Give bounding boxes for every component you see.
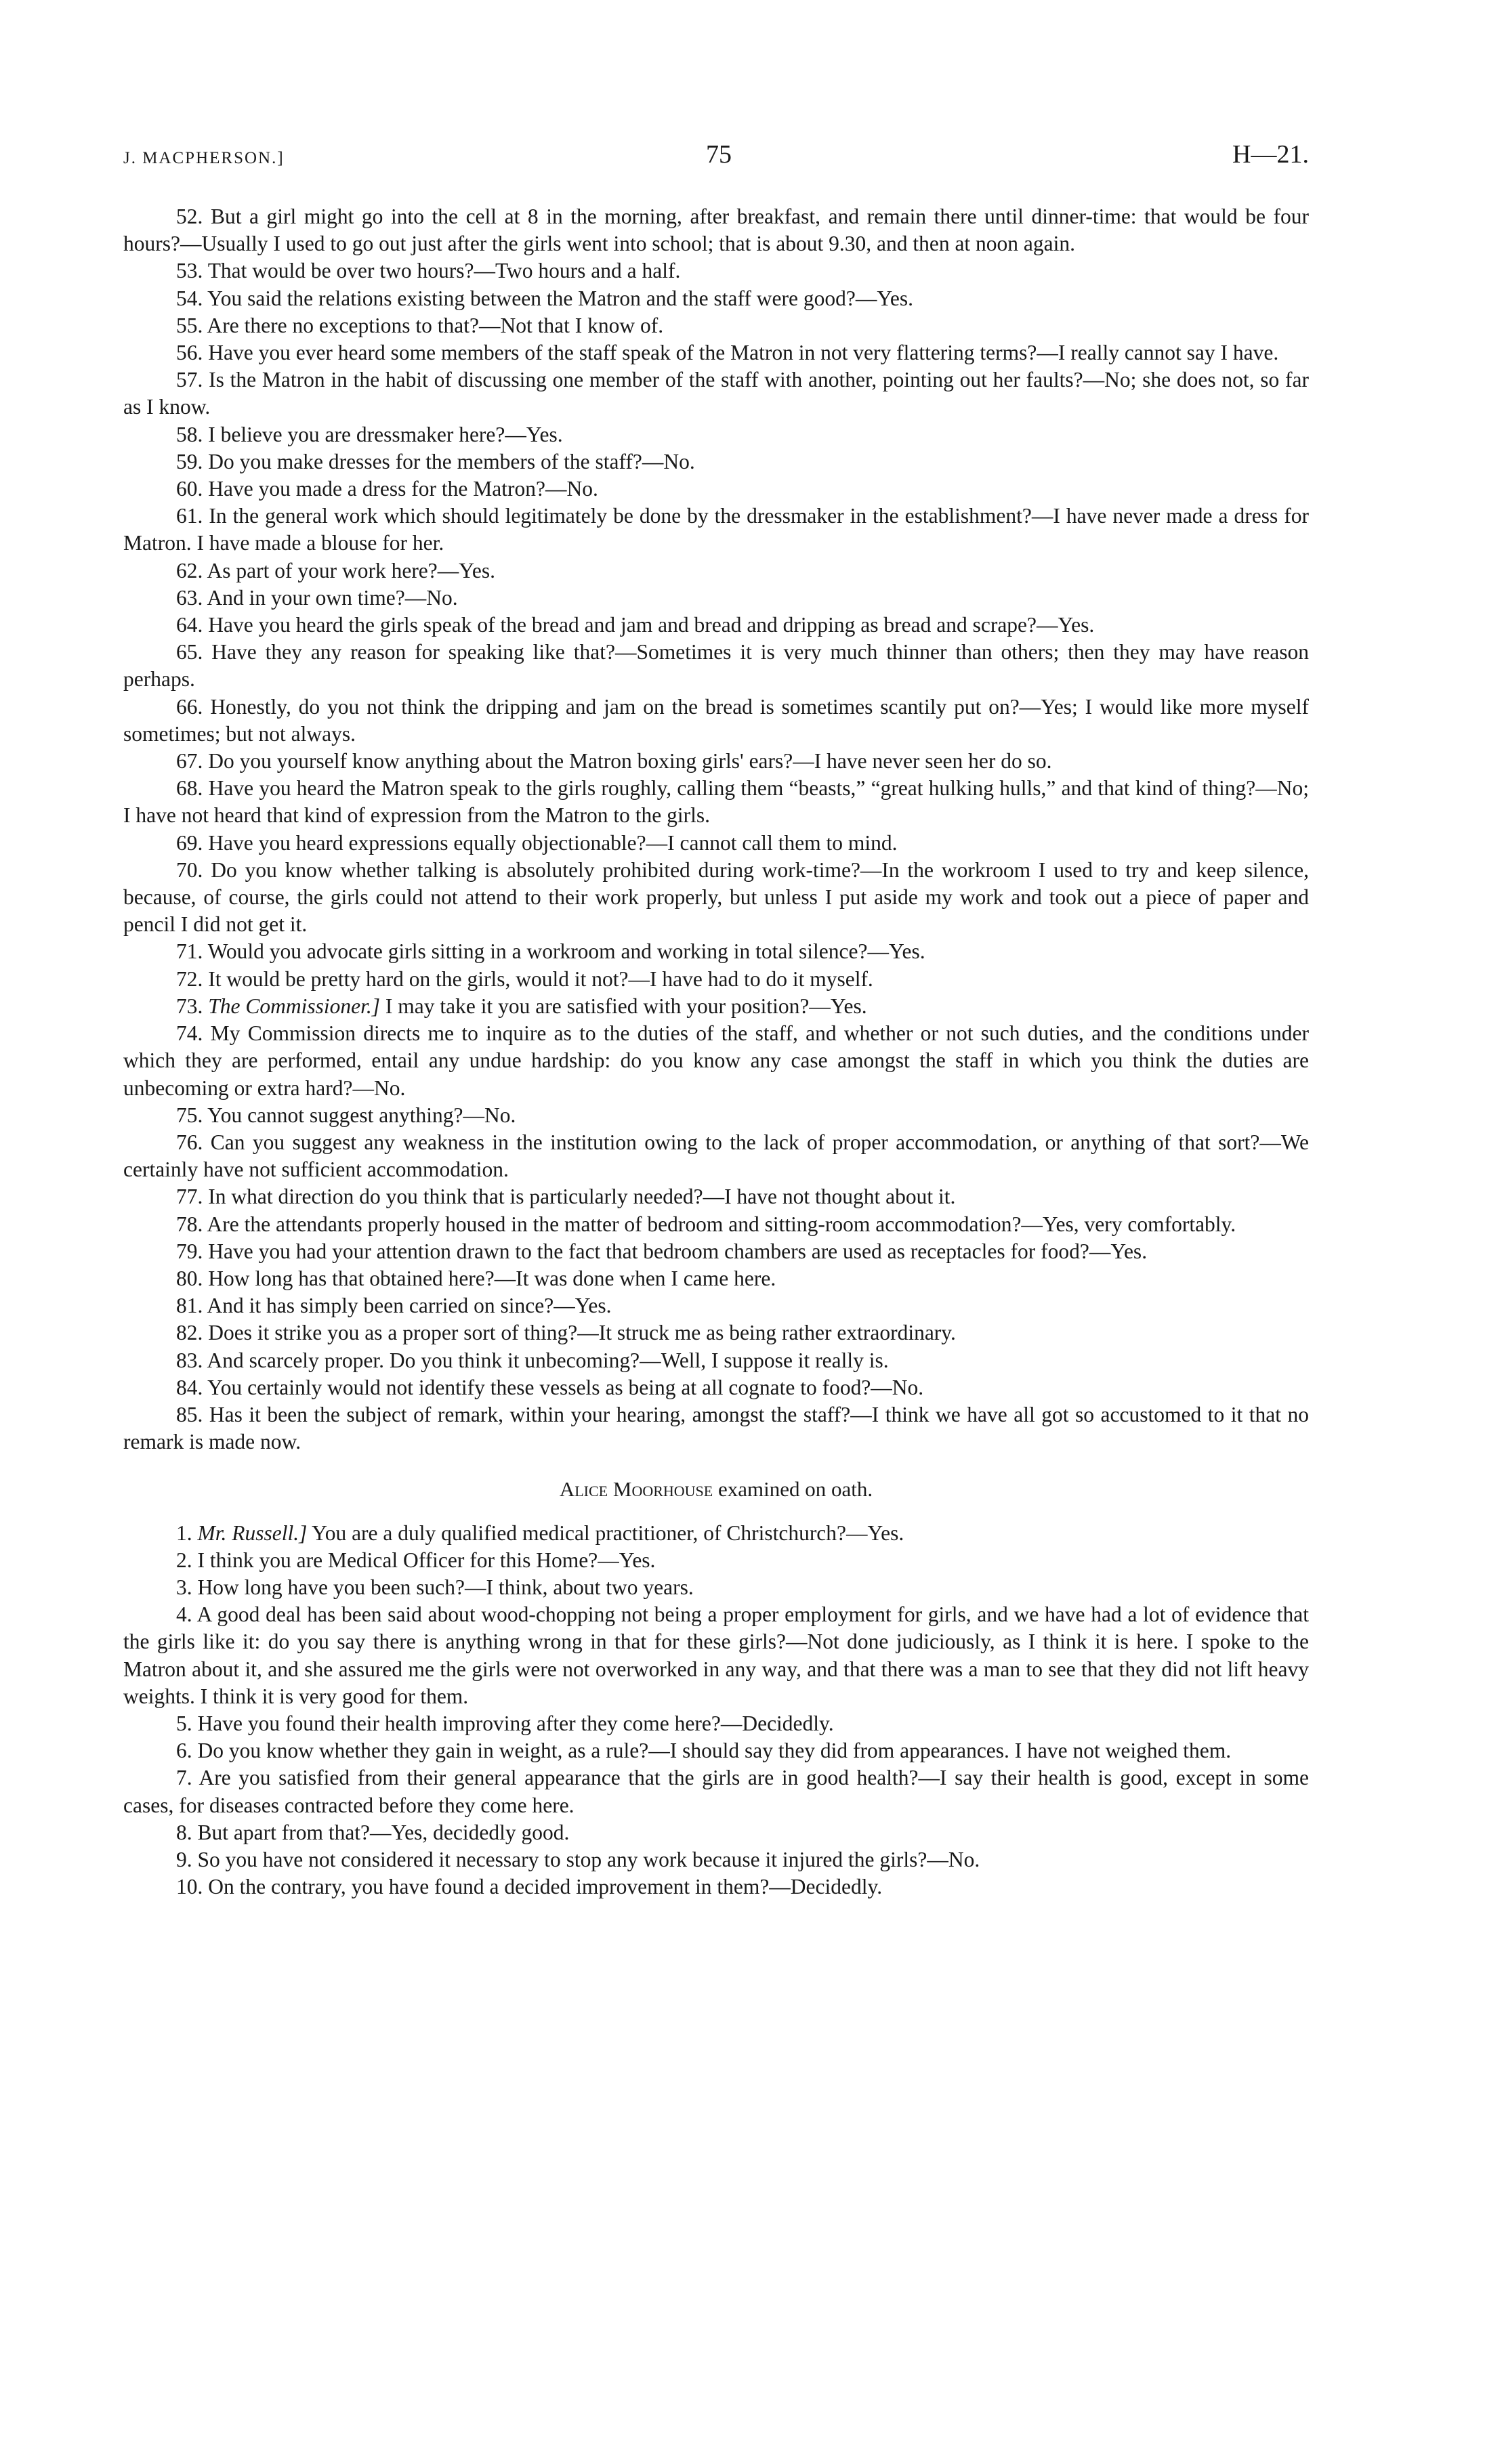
question-number: 80. [176, 1266, 203, 1290]
question-paragraph [123, 1601, 1309, 1710]
question-number: 9. [176, 1847, 192, 1871]
question-number: 77. [176, 1185, 203, 1209]
question-number: 74. [176, 1021, 203, 1046]
witness-name: J. MACPHERSON.] [123, 149, 285, 167]
question-number: 2. [176, 1548, 192, 1572]
question-number: 83. [176, 1348, 203, 1372]
question-paragraph [123, 421, 1309, 448]
question-text: And scarcely proper. Do you think it unbecoming?—Well, I suppose it really is. [207, 1348, 889, 1372]
question-paragraph [123, 339, 1309, 366]
page-header [123, 135, 1309, 176]
question-paragraph [123, 1183, 1309, 1210]
question-number: 85. [176, 1402, 203, 1426]
question-number: 5. [176, 1711, 192, 1735]
question-paragraph [123, 285, 1309, 312]
question-paragraph [123, 1737, 1309, 1764]
question-number: 82. [176, 1321, 203, 1345]
question-paragraph [123, 1374, 1309, 1401]
question-text: And in your own time?—No. [207, 585, 458, 610]
question-paragraph [123, 993, 1309, 1020]
question-number: 73. [176, 994, 203, 1018]
question-paragraph [123, 830, 1309, 857]
question-paragraph [123, 1265, 1309, 1292]
question-text: You certainly would not identify these vessels as being at all cognate to food?—No. [207, 1375, 924, 1399]
question-number: 60. [176, 477, 203, 501]
question-number: 70. [176, 857, 203, 882]
testimony-body [123, 203, 1309, 1900]
question-paragraph [123, 1401, 1309, 1456]
question-paragraph [123, 748, 1309, 775]
question-number: 53. [176, 259, 203, 283]
question-text: Has it been the subject of remark, within your hearing, amongst the staff?—I think we have all got so accustomed to it that no remark is made now. [123, 1402, 1309, 1454]
question-number: 71. [176, 939, 203, 964]
question-paragraph [123, 1211, 1309, 1238]
question-number: 67. [176, 749, 203, 773]
question-text: Honestly, do you not think the dripping and jam on the bread is sometimes scantily put on?—Yes; I would like more myself sometimes; but not always. [123, 694, 1310, 746]
question-number: 64. [176, 613, 203, 637]
question-text: And it has simply been carried on since?—Yes. [207, 1294, 612, 1318]
question-text: How long has that obtained here?—It was done when I came here. [208, 1266, 776, 1290]
question-paragraph [123, 938, 1309, 965]
question-number: 84. [176, 1375, 203, 1399]
question-number: 59. [176, 449, 203, 473]
question-number: 3. [176, 1575, 192, 1599]
question-paragraph [123, 775, 1309, 829]
question-text: Are the attendants properly housed in the matter of bedroom and sitting-room accommodation?—Yes, very comfortably. [207, 1212, 1236, 1236]
question-text: Does it strike you as a proper sort of thing?—It struck me as being rather extraordinary. [208, 1321, 956, 1345]
question-text: I believe you are dressmaker here?—Yes. [208, 422, 563, 446]
document-code: H—21. [1232, 140, 1309, 169]
question-paragraph [123, 312, 1309, 339]
question-paragraph [123, 475, 1309, 503]
question-text: Do you know whether talking is absolutely prohibited during work-time?—In the workroom I used to try and keep silence, because, of course, the girls could not attend to their work properly, but unless I put aside my work and took out a piece of paper and pencil I did not get it. [123, 857, 1309, 937]
speaker-label: The Commissioner.] [208, 994, 381, 1018]
question-paragraph [123, 503, 1309, 557]
question-paragraph [123, 366, 1309, 421]
question-text: Have you ever heard some members of the staff speak of the Matron in not very flattering terms?—I really cannot say I have. [208, 341, 1279, 365]
question-number: 61. [176, 504, 203, 528]
question-paragraph [123, 1710, 1309, 1737]
document-page [123, 135, 1309, 1900]
question-number: 76. [176, 1130, 203, 1154]
question-paragraph [123, 1873, 1309, 1900]
macpherson-testimony [123, 203, 1309, 1456]
question-paragraph [123, 448, 1309, 475]
question-number: 6. [176, 1739, 192, 1763]
question-paragraph [123, 1238, 1309, 1265]
question-text: You are a duly qualified medical practitioner, of Christchurch?—Yes. [312, 1521, 904, 1545]
question-paragraph [123, 639, 1309, 693]
question-paragraph [123, 203, 1309, 257]
question-text: You cannot suggest anything?—No. [207, 1103, 516, 1127]
question-number: 56. [176, 341, 203, 365]
question-number: 54. [176, 286, 203, 310]
question-paragraph [123, 585, 1309, 612]
question-text: It would be pretty hard on the girls, would it not?—I have had to do it myself. [208, 967, 873, 991]
witness-heading-text: examined on oath. [713, 1477, 873, 1502]
question-number: 63. [176, 585, 203, 610]
question-text: Do you make dresses for the members of the staff?—No. [208, 449, 695, 473]
question-text: But a girl might go into the cell at 8 in the morning, after breakfast, and remain there until dinner-time: that would be four hours?—Usually I used to go out just after the girls went into school; that is about 9.30, and then at noon again. [123, 205, 1309, 256]
question-text: Do you know whether they gain in weight, as a rule?—I should say they did from appearances. I have not weighed them. [197, 1739, 1232, 1763]
question-paragraph [123, 1020, 1309, 1102]
question-paragraph [123, 1129, 1309, 1183]
question-number: 75. [176, 1103, 203, 1127]
question-paragraph [123, 966, 1309, 993]
speaker-label: Mr. Russell.] [197, 1521, 308, 1545]
question-number: 8. [176, 1820, 192, 1844]
question-text: Have you made a dress for the Matron?—No. [208, 477, 598, 501]
question-paragraph [123, 557, 1309, 585]
question-text: Are you satisfied from their general appearance that the girls are in good health?—I say their health is good, except in some cases, for diseases contracted before they come here. [123, 1766, 1309, 1817]
question-number: 10. [176, 1875, 203, 1899]
question-number: 55. [176, 313, 203, 337]
question-number: 78. [176, 1212, 203, 1236]
witness-heading [123, 1476, 1309, 1503]
question-text: Can you suggest any weakness in the institution owing to the lack of proper accommodation, or anything of that sort?—We certainly have not sufficient accommodation. [123, 1130, 1310, 1182]
question-text: I may take it you are satisfied with your position?—Yes. [385, 994, 867, 1018]
question-text: Have you found their health improving after they come here?—Decidedly. [197, 1711, 834, 1735]
question-number: 79. [176, 1239, 203, 1263]
question-text: Do you yourself know anything about the Matron boxing girls' ears?—I have never seen her do so. [208, 749, 1052, 773]
question-paragraph [123, 1846, 1309, 1873]
question-number: 81. [176, 1294, 203, 1318]
question-text: On the contrary, you have found a decided improvement in them?—Decidedly. [208, 1875, 883, 1899]
question-text: Have they any reason for speaking like that?—Sometimes it is very much thinner than others; then they may have reason perhaps. [123, 640, 1309, 692]
question-text: Have you had your attention drawn to the fact that bedroom chambers are used as receptacles for food?—Yes. [208, 1239, 1148, 1263]
page-number: 75 [706, 140, 732, 169]
question-paragraph [123, 1764, 1309, 1819]
question-text: Are there no exceptions to that?—Not that I know of. [207, 313, 664, 337]
question-text: Have you heard the girls speak of the bread and jam and bread and dripping as bread and scrape?—Yes. [208, 613, 1095, 637]
question-text: But apart from that?—Yes, decidedly good. [197, 1820, 570, 1844]
question-paragraph [123, 1319, 1309, 1346]
question-paragraph [123, 1819, 1309, 1846]
question-paragraph [123, 857, 1309, 939]
question-paragraph [123, 1520, 1309, 1547]
question-number: 72. [176, 967, 203, 991]
question-number: 68. [176, 776, 203, 801]
question-number: 65. [176, 640, 203, 664]
moorhouse-testimony [123, 1520, 1309, 1901]
question-number: 4. [176, 1602, 192, 1627]
question-text: Have you heard expressions equally objectionable?—I cannot call them to mind. [208, 830, 898, 855]
question-text: How long have you been such?—I think, about two years. [197, 1575, 694, 1599]
question-text: So you have not considered it necessary to stop any work because it injured the girls?—No. [197, 1847, 980, 1871]
question-paragraph [123, 1292, 1309, 1319]
question-number: 66. [176, 694, 203, 719]
question-text: You said the relations existing between the Matron and the staff were good?—Yes. [207, 286, 914, 310]
question-number: 62. [176, 558, 203, 582]
question-number: 52. [176, 205, 203, 228]
question-paragraph [123, 1574, 1309, 1601]
question-number: 57. [176, 368, 203, 392]
question-paragraph [123, 694, 1309, 748]
question-paragraph [123, 1547, 1309, 1574]
question-text: A good deal has been said about wood-chopping not being a proper employment for girls, and we have had a lot of evidence that the girls like it: do you say there is anything wrong in that for these girls?—Not done judiciously, as I think it is here. I spoke to the Matron about it, and she assured me the girls were not overworked in any way, and that there was a man to see that they did not lift heavy weights. I think it is very good for them. [123, 1602, 1309, 1708]
question-number: 58. [176, 422, 203, 446]
question-paragraph [123, 1102, 1309, 1129]
question-text: Have you heard the Matron speak to the girls roughly, calling them “beasts,” “great hulking hulls,” and that kind of thing?—No; I have not heard that kind of expression from the Matron to the girls. [123, 776, 1310, 828]
question-paragraph [123, 1347, 1309, 1374]
question-text: That would be over two hours?—Two hours and a half. [207, 259, 681, 283]
question-number: 69. [176, 830, 203, 855]
question-text: As part of your work here?—Yes. [207, 558, 495, 582]
question-number: 1. [176, 1521, 192, 1545]
question-text: I think you are Medical Officer for this Home?—Yes. [197, 1548, 656, 1572]
question-text: Would you advocate girls sitting in a workroom and working in total silence?—Yes. [207, 939, 925, 964]
question-text: In what direction do you think that is particularly needed?—I have not thought about it. [208, 1185, 956, 1209]
question-text: My Commission directs me to inquire as to the duties of the staff, and whether or not such duties, and the conditions under which they are performed, entail any undue hardship: do you know any case amongst the staff in which you think the duties are unbecoming or extra hard?—No. [123, 1021, 1309, 1100]
witness-heading-name: Alice Moorhouse [559, 1477, 713, 1502]
question-paragraph [123, 257, 1309, 284]
question-text: Is the Matron in the habit of discussing one member of the staff with another, pointing out her faults?—No; she does not, so far as I know. [123, 368, 1309, 419]
question-paragraph [123, 612, 1309, 639]
question-text: In the general work which should legitimately be done by the dressmaker in the establishment?—I have never made a dress for Matron. I have made a blouse for her. [123, 504, 1310, 555]
question-number: 7. [176, 1766, 192, 1790]
